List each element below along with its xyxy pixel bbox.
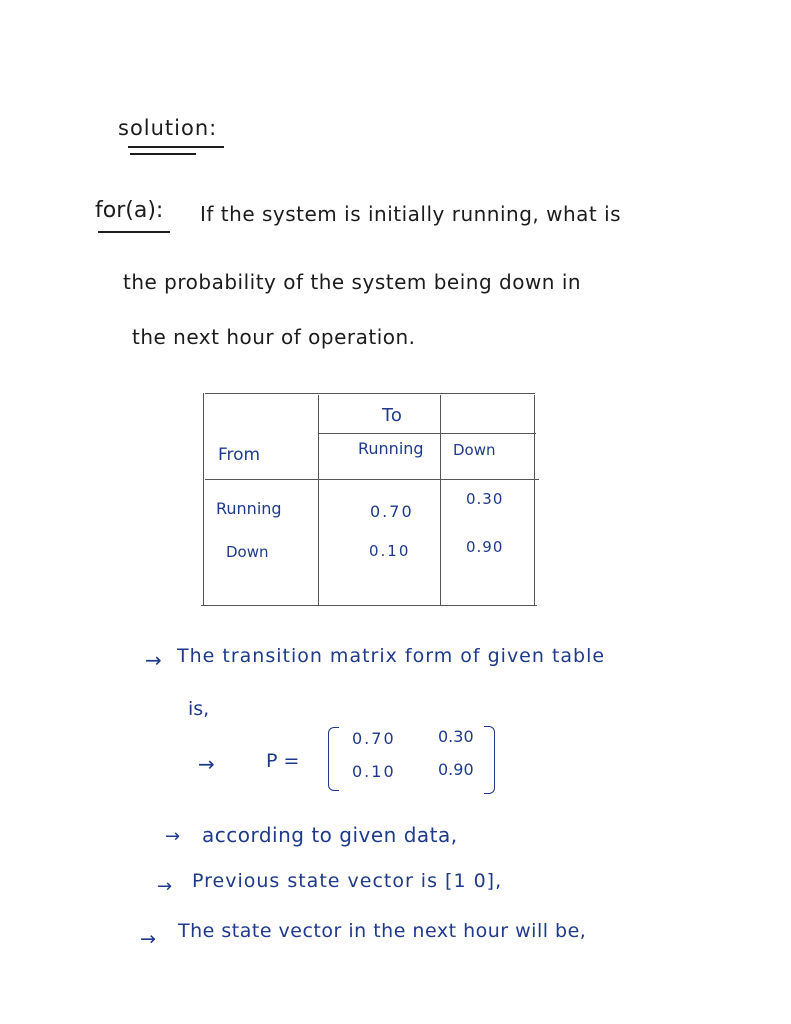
table-col-running: Running	[358, 439, 424, 458]
arrow-icon: →	[198, 752, 215, 776]
part-a-label: for(a):	[95, 198, 164, 223]
matrix-cell: 0.10	[352, 762, 396, 781]
arrow-icon: →	[145, 648, 162, 672]
matrix-cell: 0.30	[438, 727, 474, 746]
table-col-down: Down	[453, 441, 496, 459]
table-to-header: To	[382, 405, 403, 426]
matrix-cell: 0.90	[438, 760, 474, 779]
note-line-2: Previous state vector is [1 0],	[192, 870, 503, 892]
table-cell: 0.90	[466, 538, 504, 556]
table-from-header: From	[218, 445, 261, 465]
heading-underline-2	[130, 153, 196, 155]
arrow-icon: →	[140, 928, 156, 950]
table-row-label: Running	[216, 499, 282, 518]
note-line-1: according to given data,	[202, 823, 458, 847]
matrix-right-bracket	[484, 726, 495, 794]
table-row-label: Down	[226, 543, 269, 561]
table-border-bottom	[201, 605, 537, 606]
table-divider-col2	[440, 395, 441, 605]
arrow-icon: →	[157, 876, 173, 897]
transition-line-1: The transition matrix form of given table	[177, 645, 606, 667]
table-divider-col1	[318, 395, 319, 605]
table-border-right	[534, 395, 535, 606]
table-cell: 0.30	[466, 490, 504, 508]
table-cell: 0.10	[369, 542, 411, 560]
question-line-1: If the system is initially running, what is	[200, 202, 622, 226]
question-line-3: the next hour of operation.	[132, 325, 416, 349]
transition-line-2: is,	[188, 698, 210, 720]
table-divider-to	[318, 433, 536, 434]
table-divider-header	[205, 479, 539, 480]
question-line-2: the probability of the system being down in	[123, 270, 582, 294]
solution-heading: solution:	[118, 116, 218, 140]
heading-underline	[128, 146, 224, 148]
matrix-cell: 0.70	[352, 729, 396, 748]
part-a-underline	[98, 231, 170, 233]
arrow-icon: →	[165, 826, 181, 847]
table-border-left	[203, 393, 204, 606]
table-cell: 0.70	[370, 502, 414, 521]
table-border-top	[205, 393, 535, 394]
matrix-label: P =	[266, 750, 300, 772]
note-line-3: The state vector in the next hour will be,	[178, 920, 587, 942]
matrix-left-bracket	[328, 727, 339, 791]
